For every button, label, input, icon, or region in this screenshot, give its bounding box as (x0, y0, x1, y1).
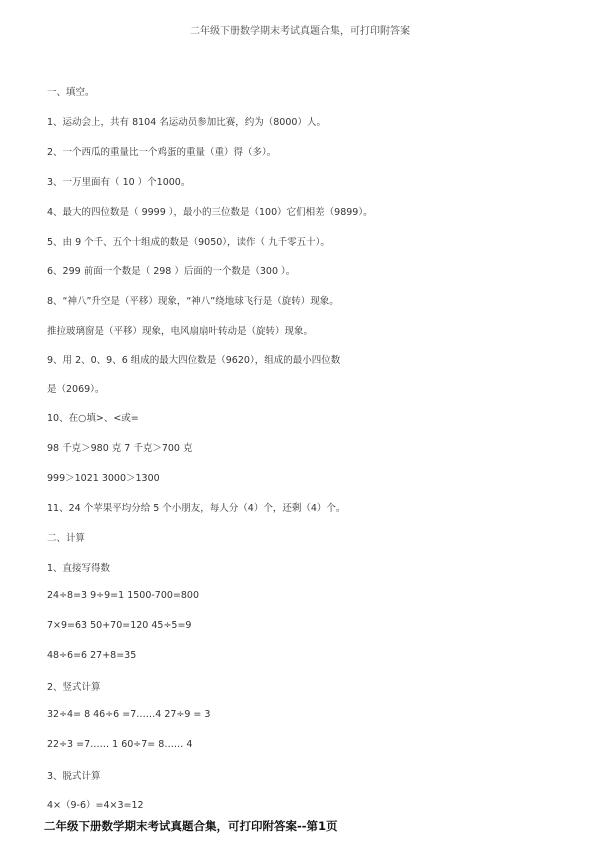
question-line: 是（2069）。 (47, 384, 105, 395)
question-line: 999＞1021 3000＞1300 (47, 473, 160, 484)
question-line: 9、用 2、0、9、6 组成的最大四位数是（9620），组成的最小四位数 (47, 355, 341, 366)
question-line: 3、一万里面有（ 10 ）个1000。 (47, 177, 191, 188)
question-line: 推拉玻璃窗是（平移）现象，电风扇扇叶转动是（旋转）现象。 (47, 326, 314, 337)
section-heading-calculation: 二、计算 (47, 533, 86, 544)
question-line: 5、由 9 个千、五个十组成的数是（9050），读作（ 九千零五十）。 (47, 237, 330, 248)
answer-line: 48÷6=6 27+8=35 (47, 650, 137, 661)
question-line: 98 千克＞980 克 7 千克＞700 克 (47, 443, 193, 454)
section-heading-fill-blank: 一、填空。 (47, 87, 95, 98)
question-line: 1、运动会上，共有 8104 名运动员参加比赛，约为（8000）人。 (47, 117, 326, 128)
answer-line: 4×（9-6）=4×3=12 (47, 800, 144, 811)
question-line: 6、299 前面一个数是（ 298 ）后面的一个数是（300 ）。 (47, 266, 296, 277)
answer-line: 24÷8=3 9÷9=1 1500-700=800 (47, 590, 200, 601)
answer-line: 32÷4= 8 46÷6 =7……4 27÷9 = 3 (47, 709, 211, 720)
question-line: 4、最大的四位数是（ 9999 ），最小的三位数是（100）它们相差（9899）。 (47, 207, 373, 218)
question-line: 11、24 个苹果平均分给 5 个小朋友，每人分（4）个，还剩（4）个。 (47, 503, 346, 514)
question-line: 2、一个西瓜的重量比一个鸡蛋的重量（重）得（多）。 (47, 147, 277, 158)
document-title: 二年级下册数学期末考试真题合集，可打印附答案 (190, 26, 410, 37)
question-line: 8、“神八”升空是（平移）现象，“神八”绕地球飞行是（旋转）现象。 (47, 296, 339, 307)
answer-line: 22÷3 =7…… 1 60÷7= 8…… 4 (47, 739, 193, 750)
page-footer: 二年级下册数学期末考试真题合集，可打印附答案--第1页 (44, 819, 338, 833)
question-line: 10、在○填>、<或= (47, 413, 139, 424)
subsection-heading: 3、脱式计算 (47, 771, 101, 782)
answer-line: 7×9=63 50+70=120 45÷5=9 (47, 620, 192, 631)
subsection-heading: 2、竖式计算 (47, 682, 101, 693)
subsection-heading: 1、直接写得数 (47, 563, 111, 574)
